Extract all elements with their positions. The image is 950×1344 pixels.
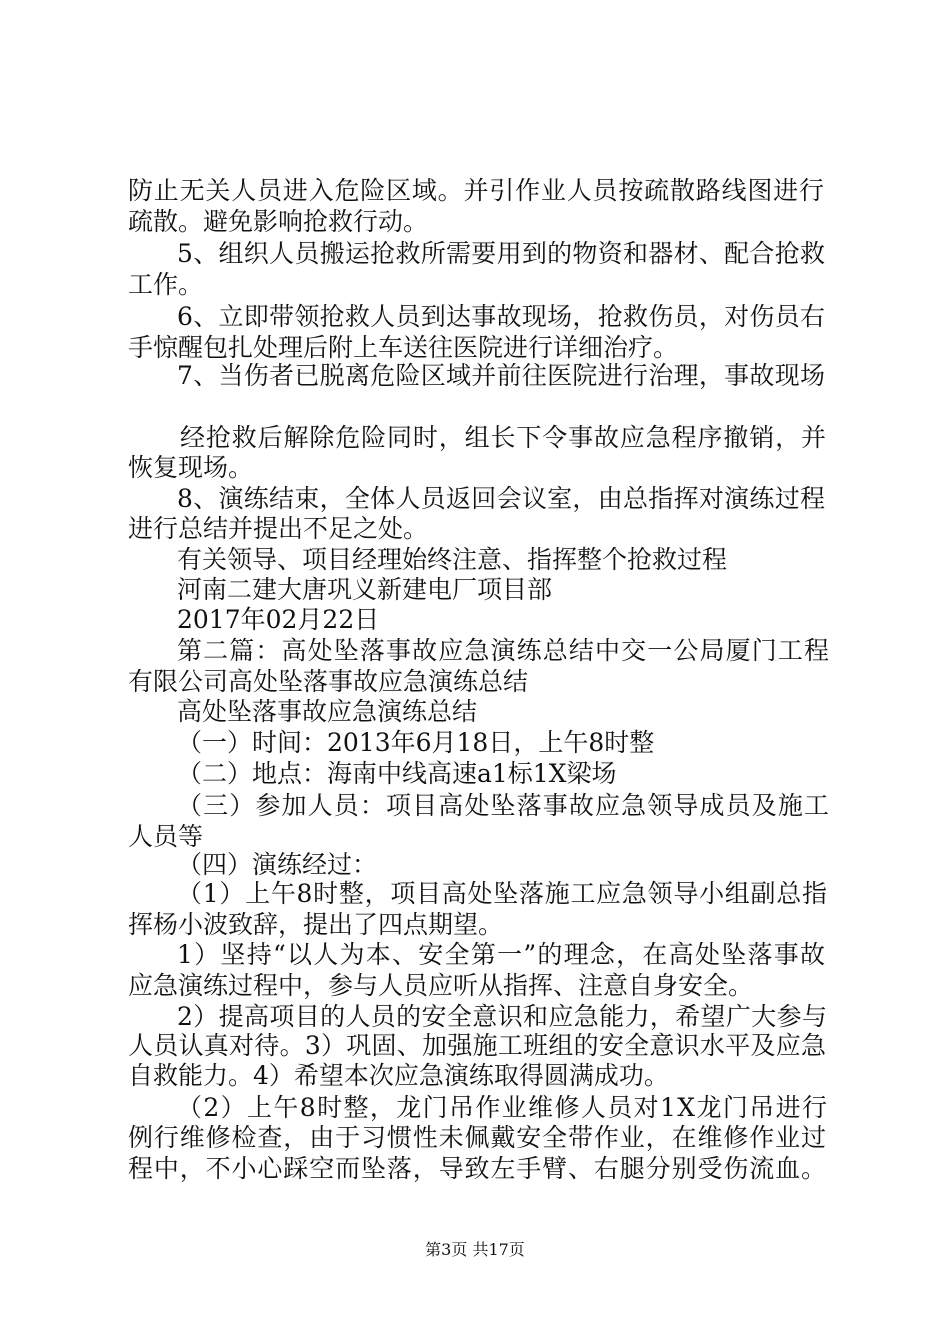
text-line: 防止无关人员进入危险区域。并引作业人员按疏散路线图进行 [128, 176, 825, 205]
text-line: （1）上午8时整，项目高处坠落施工应急领导小组副总指 [177, 879, 828, 908]
text-line: （三）参加人员：项目高处坠落事故应急领导成员及施工 [177, 791, 831, 820]
text-line: （一）时间：2013年6月18日，上午8时整 [177, 728, 655, 757]
text-line: 5、组织人员搬运抢救所需要用到的物资和器材、配合抢救 [177, 239, 826, 268]
text-line: 河南二建大唐巩义新建电厂项目部 [177, 575, 553, 604]
text-line: （2）上午8时整，龙门吊作业维修人员对1X龙门吊进行 [177, 1093, 829, 1122]
text-line: 应急演练过程中，参与人员应听从指挥、注意自身安全。 [128, 971, 754, 1000]
text-line: （二）地点：海南中线高速a1标1X梁场 [177, 759, 617, 788]
text-line: 7、当伤者已脱离危险区域并前往医院进行治理，事故现场 [177, 361, 826, 390]
date-line: 2017年02月22日 [177, 605, 380, 634]
text-line: 程中，不小心踩空而坠落，导致左手臂、右腿分别受伤流血。 [128, 1154, 827, 1183]
text-line: 2）提高项目的人员的安全意识和应急能力，希望广大参与 [177, 1002, 828, 1031]
text-line: 例行维修检查，由于习惯性未佩戴安全带作业，在维修作业过 [128, 1123, 827, 1152]
text-line: 人员认真对待。3）巩固、加强施工班组的安全意识水平及应急 [128, 1031, 827, 1060]
text-line: 1）坚持“以人为本、安全第一”的理念，在高处坠落事故 [177, 940, 827, 969]
page-number-footer: 第3页 共17页 [425, 1240, 525, 1259]
text-line: 疏散。避免影响抢救行动。 [128, 207, 429, 236]
text-line: 恢复现场。 [128, 453, 254, 482]
text-line: 8、演练结束，全体人员返回会议室，由总指挥对演练过程 [177, 484, 826, 513]
text-line: 有关领导、项目经理始终注意、指挥整个抢救过程 [177, 545, 728, 574]
text-line: 经抢救后解除危险同时，组长下令事故应急程序撤销，并 [180, 423, 827, 452]
section-heading: 有限公司高处坠落事故应急演练总结 [128, 667, 529, 696]
text-line: 人员等 [128, 822, 204, 851]
text-line: 挥杨小波致辞，提出了四点期望。 [128, 910, 504, 939]
title-line: 高处坠落事故应急演练总结 [177, 697, 478, 726]
text-line: 进行总结并提出不足之处。 [128, 514, 429, 543]
text-line: 手惊醒包扎处理后附上车送往医院进行详细治疗。 [128, 333, 679, 362]
text-line: （四）演练经过： [177, 850, 378, 879]
text-line: 6、立即带领抢救人员到达事故现场，抢救伤员，对伤员右 [177, 302, 826, 331]
section-heading: 第二篇：高处坠落事故应急演练总结中交一公局厦门工程 [177, 636, 831, 665]
text-line: 自救能力。4）希望本次应急演练取得圆满成功。 [128, 1061, 669, 1090]
text-line: 工作。 [128, 270, 204, 299]
